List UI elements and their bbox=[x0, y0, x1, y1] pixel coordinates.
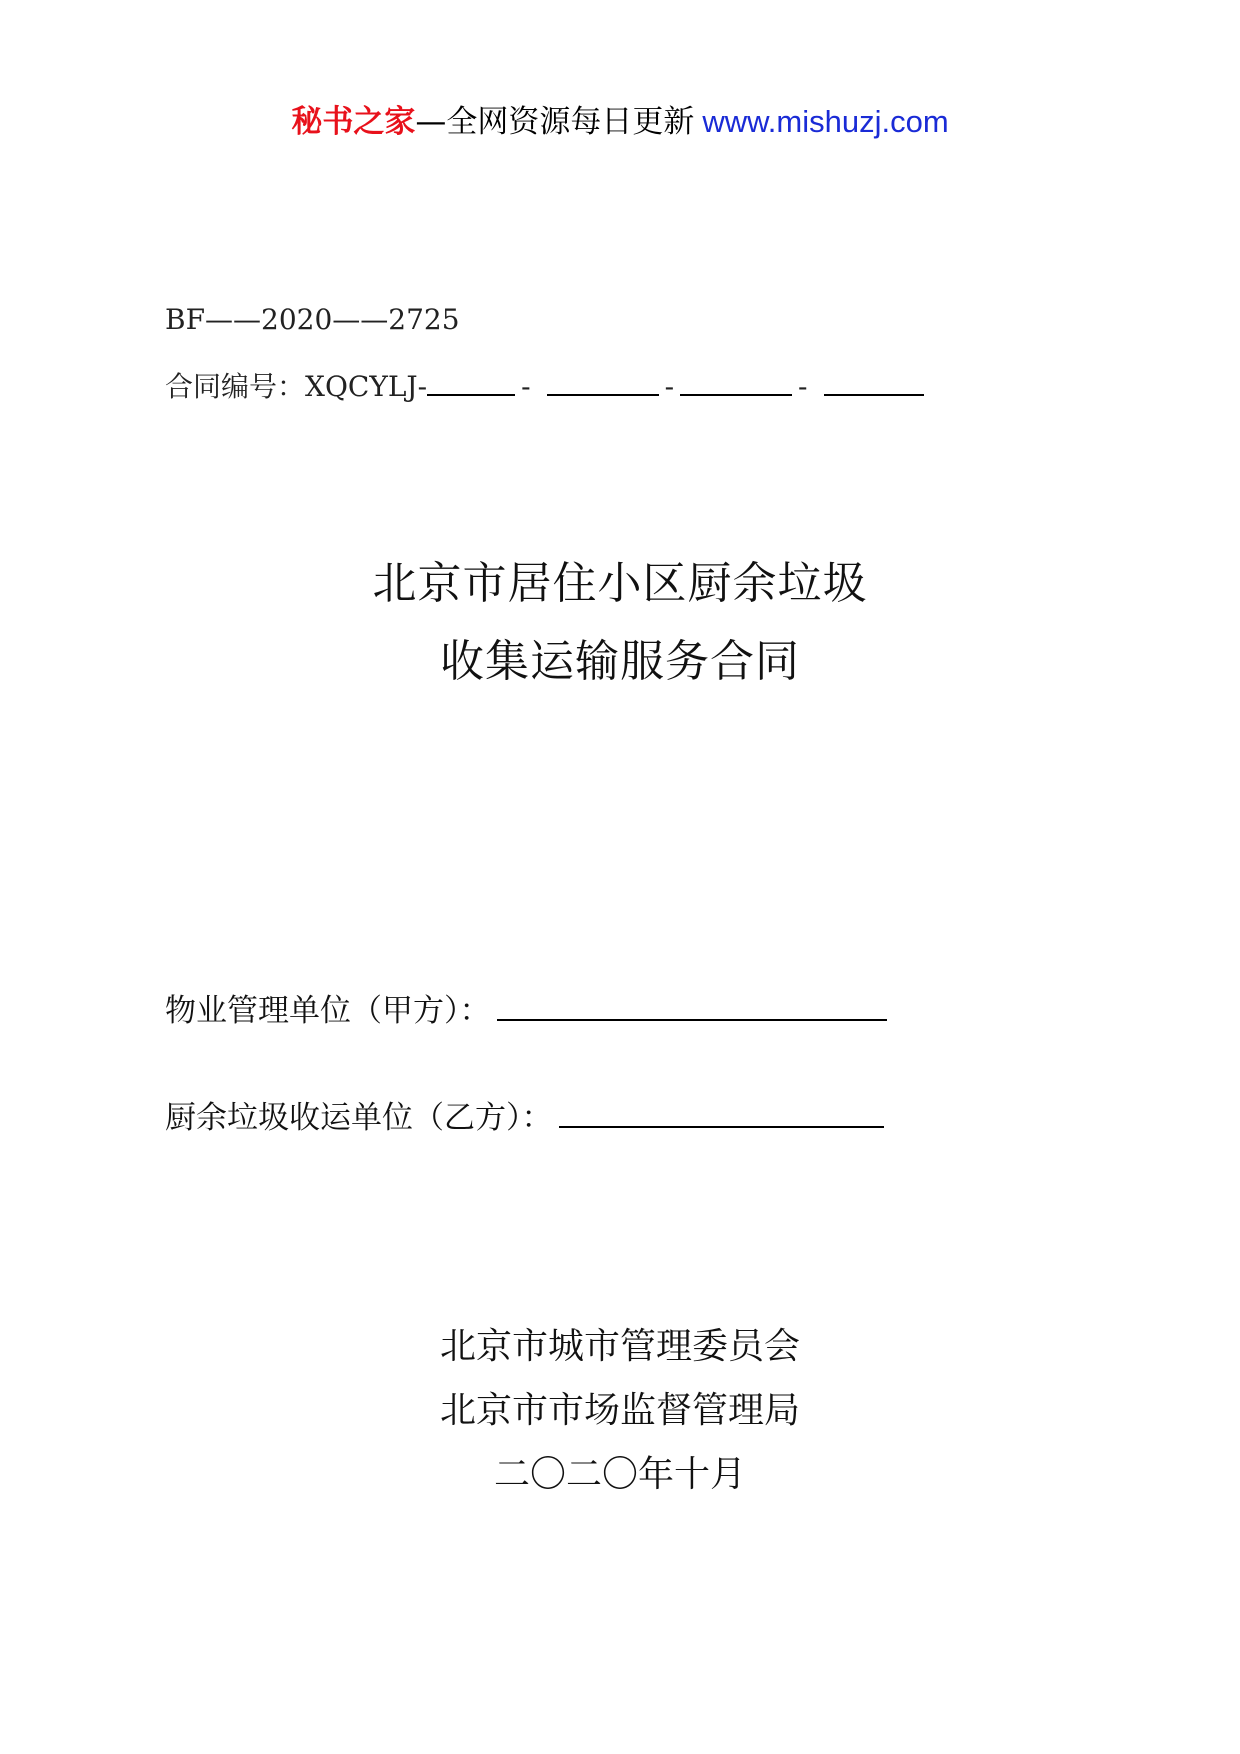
issuer-2: 北京市市场监督管理局 bbox=[439, 1390, 800, 1431]
contract-number-prefix: XQCYLJ- bbox=[305, 370, 428, 403]
issue-date: 二〇二〇年十月 bbox=[493, 1454, 746, 1495]
party-a-fill-line[interactable] bbox=[497, 985, 887, 1021]
brand-name: 秘书之家 bbox=[291, 104, 416, 140]
contract-title-line-2: 收集运输服务合同 bbox=[440, 636, 800, 687]
contract-number-separator-1: - bbox=[521, 370, 531, 403]
issuer-1: 北京市城市管理委员会 bbox=[439, 1326, 800, 1367]
contract-number bbox=[165, 364, 924, 407]
contract-number-blank-2[interactable] bbox=[547, 364, 659, 396]
document-code: BF——2020——2725 bbox=[165, 303, 460, 336]
contract-number-blank-3[interactable] bbox=[680, 364, 792, 396]
contract-number-label: 合同编号： bbox=[165, 370, 306, 403]
party-b-fill-line[interactable] bbox=[559, 1092, 884, 1128]
party-b-row bbox=[165, 1092, 884, 1140]
party-a-label: 物业管理单位（甲方）： bbox=[165, 993, 491, 1029]
contract-number-separator-2: - bbox=[664, 370, 675, 403]
contract-number-separator-3: - bbox=[798, 370, 808, 403]
contract-number-blank-4[interactable] bbox=[824, 364, 924, 396]
party-b-label: 厨余垃圾收运单位（乙方）： bbox=[165, 1100, 553, 1136]
contract-title-line-1: 北京市居住小区厨余垃圾 bbox=[372, 558, 868, 609]
banner-url: www.mishuzj.com bbox=[702, 104, 949, 139]
party-a-row bbox=[165, 985, 887, 1033]
watermark-banner bbox=[0, 100, 1240, 144]
banner-tagline: —全网资源每日更新 bbox=[415, 104, 695, 140]
contract-number-blank-1[interactable] bbox=[427, 364, 515, 396]
